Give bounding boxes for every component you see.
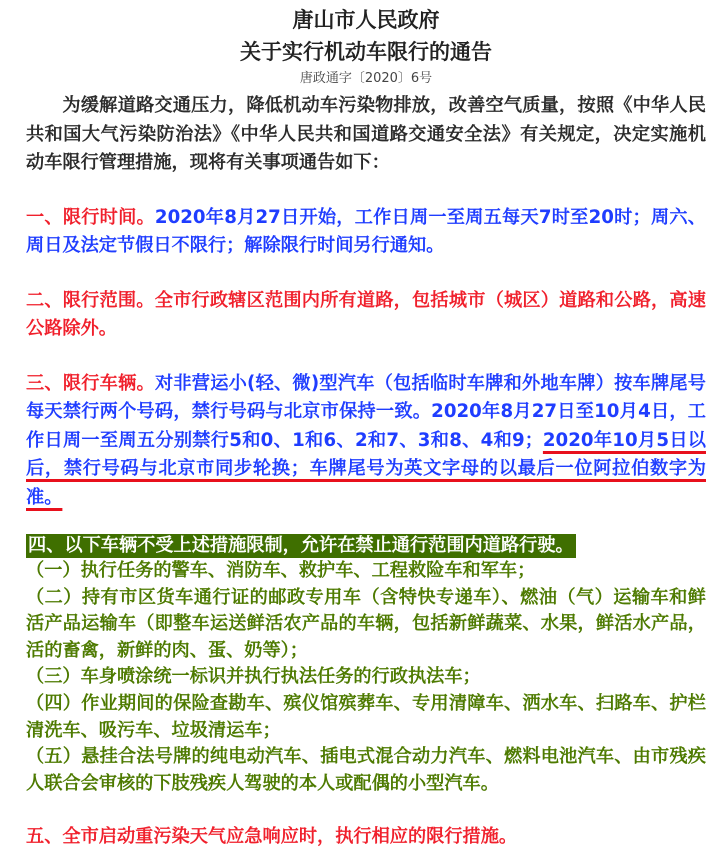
section-3 bbox=[26, 370, 706, 513]
title-line-2: 关于实行机动车限行的通告 bbox=[240, 40, 492, 64]
section-1 bbox=[26, 204, 706, 261]
section-4-heading: 四、以下车辆不受上述措施限制，允许在禁止通行范围内道路行驶。 bbox=[28, 535, 574, 556]
intro-paragraph: 为缓解道路交通压力，降低机动车污染物排放，改善空气质量，按照《中华人民共和国大气污染防治法》《中华人民共和国道路交通安全法》有关规定，决定实施机动车限行管理措施，现将有关事项通告如下： bbox=[26, 95, 706, 173]
section-1-heading: 一、限行时间。 bbox=[26, 206, 155, 228]
section-1-body: 2020年8月27日开始，工作日周一至周五每天7时至20时；周六、周日及法定节假日不限行；解除限行时间另行通知。 bbox=[26, 206, 706, 256]
section-2-body: 全市行政辖区范围内所有道路，包括城市（城区）道路和公路，高速公路除外。 bbox=[26, 289, 706, 339]
list-item: （一）执行任务的警车、消防车、救护车、工程救险车和军车； bbox=[26, 560, 536, 581]
notice-document bbox=[26, 0, 706, 852]
document-number: 唐政通字〔2020〕6号 bbox=[299, 71, 433, 86]
section-2 bbox=[26, 287, 706, 344]
list-item: （三）车身喷涂统一标识并执行执法任务的行政执法车； bbox=[26, 666, 481, 688]
section-3-heading: 三、限行车辆。 bbox=[26, 372, 155, 394]
list-item: （四）作业期间的保险查勘车、殡仪馆殡葬车、专用清障车、洒水车、扫路车、护栏清洗车、吸污车、垃圾清运车； bbox=[26, 692, 706, 741]
title-line-1: 唐山市人民政府 bbox=[292, 8, 440, 32]
section-5: 五、全市启动重污染天气应急响应时，执行相应的限行措施。 bbox=[26, 826, 518, 848]
section-3-underlined: 2020年10月5日以后，禁行号码与北京市同步轮换；车牌尾号为英文字母的以最后一位阿拉伯数字为准。 bbox=[26, 429, 706, 508]
exempt-vehicle-list bbox=[26, 558, 706, 797]
section-3-body: 对非营运小(轻、微)型汽车（包括临时车牌和外地车牌）按车牌尾号每天禁行两个号码，禁行号码与北京市保持一致。2020年8月27日至10月4日，工作日周一至周五分别禁行5和0、1和6、2和7、3和8、4和9； bbox=[26, 372, 706, 451]
section-2-heading: 二、限行范围。 bbox=[26, 289, 155, 311]
list-item: （五）悬挂合法号牌的纯电动汽车、插电式混合动力汽车、燃料电池汽车、由市残疾人联合会审核的下肢残疾人驾驶的本人或配偶的小型汽车。 bbox=[26, 746, 706, 794]
list-item: （二）持有市区货车通行证的邮政专用车（含特快专递车）、燃油（气）运输车和鲜活产品运输车（即整车运送鲜活农产品的车辆，包括新鲜蔬菜、水果，鲜活水产品，活的畜禽，新鲜的肉、蛋、奶等）； bbox=[26, 586, 706, 661]
section-4-heading-wrap bbox=[26, 534, 706, 558]
